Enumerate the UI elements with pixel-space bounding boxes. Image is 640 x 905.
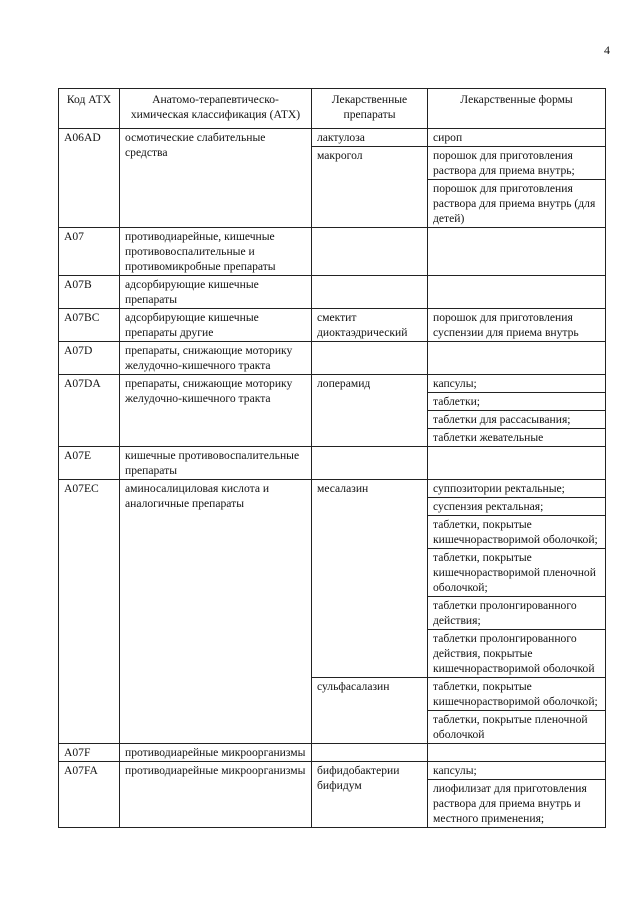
table-row [59,744,606,762]
table-row [59,375,606,447]
atc-classification-cell: кишечные противовоспалительные препараты [120,447,312,480]
atc-classification-cell: адсорбирующие кишечные препараты другие [120,309,312,342]
dosage-form-item: сироп [433,131,463,144]
atc-code-cell: A07B [59,276,120,309]
table-row [59,309,606,342]
atc-code-cell: A07EC [59,480,120,744]
dosage-form-item: суспензия ректальная; [428,498,605,516]
drug-name-cell: макрогол [312,147,428,228]
dosage-forms-cell [428,309,606,342]
dosage-form-item: лиофилизат для приготовления раствора для приема внутрь и местного применения; [433,782,587,825]
atc-classification-cell: осмотические слабительные средства [120,129,312,228]
dosage-form-item: таблетки, покрытые пленочной оболочкой [433,713,588,741]
drug-name-cell [312,228,428,276]
drug-name-cell: смектит диоктаэдрический [312,309,428,342]
atc-code-cell: A07F [59,744,120,762]
dosage-forms-cell [428,342,606,375]
atc-table [58,88,606,828]
atc-classification-cell: аминосалициловая кислота и аналогичные препараты [120,480,312,744]
drug-name-cell [312,744,428,762]
table-row [59,276,606,309]
header-drugs: Лекарственные препараты [312,89,428,129]
dosage-form-item: таблетки жевательные [433,431,544,444]
atc-code-cell: A06AD [59,129,120,228]
atc-code-cell: A07FA [59,762,120,828]
atc-code-cell: A07E [59,447,120,480]
dosage-form-item: капсулы; [428,762,605,780]
drug-name-cell [312,447,428,480]
dosage-forms-cell [428,375,606,447]
drug-name-cell [312,342,428,375]
table-row [59,342,606,375]
drug-name-cell: лоперамид [312,375,428,447]
dosage-form-item: таблетки, покрытые кишечнорастворимой оболочкой; [428,678,605,711]
header-forms: Лекарственные формы [428,89,606,129]
atc-code-cell: A07DA [59,375,120,447]
dosage-form-item: таблетки пролонгированного действия, покрытые кишечнорастворимой оболочкой [433,632,595,675]
dosage-forms-cell [428,228,606,276]
table-row [59,447,606,480]
table-row [59,129,606,147]
dosage-forms-cell [428,480,606,678]
dosage-form-item: таблетки для рассасывания; [428,411,605,429]
dosage-form-item: таблетки пролонгированного действия; [428,597,605,630]
atc-code-cell: A07D [59,342,120,375]
atc-classification-cell: противодиарейные, кишечные противовоспалительные и противомикробные препараты [120,228,312,276]
page-number: 4 [604,43,610,57]
drug-name-cell: лактулоза [312,129,428,147]
dosage-forms-cell [428,129,606,147]
table-row [59,480,606,678]
atc-code-cell: A07BC [59,309,120,342]
atc-classification-cell: адсорбирующие кишечные препараты [120,276,312,309]
dosage-form-item: порошок для приготовления суспензии для приема внутрь [433,311,579,339]
dosage-form-item: капсулы; [428,375,605,393]
atc-code-cell: A07 [59,228,120,276]
table-row [59,762,606,828]
drug-name-cell: сульфасалазин [312,678,428,744]
atc-classification-cell: противодиарейные микроорганизмы [120,744,312,762]
dosage-forms-cell [428,147,606,228]
atc-classification-cell: препараты, снижающие моторику желудочно-кишечного тракта [120,375,312,447]
drug-name-cell: бифидобактерии бифидум [312,762,428,828]
header-code: Код АТХ [59,89,120,129]
dosage-form-item: таблетки; [428,393,605,411]
table-header-row [59,89,606,129]
atc-classification-cell: противодиарейные микроорганизмы [120,762,312,828]
table-row [59,228,606,276]
dosage-form-item: порошок для приготовления раствора для приема внутрь; [428,147,605,180]
drug-name-cell [312,276,428,309]
header-classification: Анатомо-терапевтическо-химическая классификация (АТХ) [120,89,312,129]
dosage-forms-cell [428,447,606,480]
dosage-form-item: таблетки, покрытые кишечнорастворимой пленочной оболочкой; [428,549,605,597]
dosage-forms-cell [428,276,606,309]
atc-classification-cell: препараты, снижающие моторику желудочно-кишечного тракта [120,342,312,375]
dosage-form-item: суппозитории ректальные; [428,480,605,498]
table-body [59,129,606,828]
dosage-form-item: таблетки, покрытые кишечнорастворимой оболочкой; [428,516,605,549]
drug-name-cell: месалазин [312,480,428,678]
dosage-forms-cell [428,744,606,762]
dosage-forms-cell [428,762,606,828]
dosage-forms-cell [428,678,606,744]
dosage-form-item: порошок для приготовления раствора для приема внутрь (для детей) [433,182,596,225]
